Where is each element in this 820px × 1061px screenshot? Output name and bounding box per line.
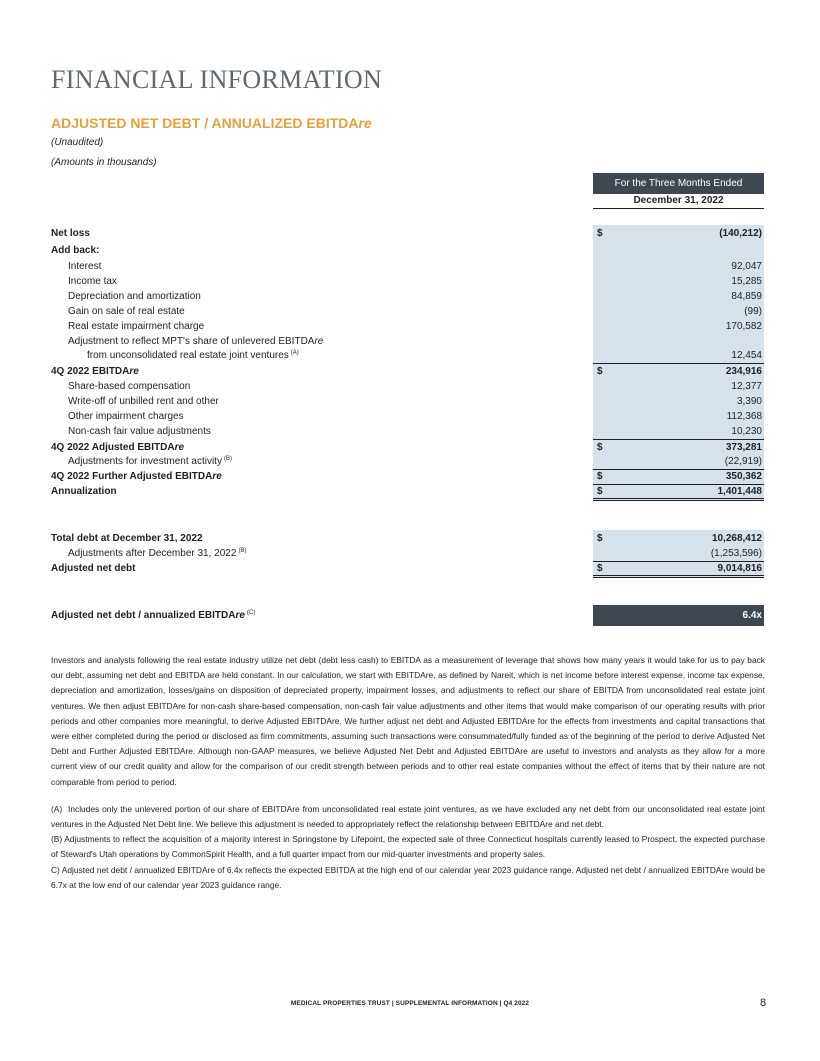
ebitda-table — [51, 225, 765, 501]
currency-symbol: $ — [597, 228, 603, 239]
row-label: Total debt at December 31, 2022 — [51, 533, 203, 544]
value-cell — [593, 225, 764, 242]
table-row — [51, 424, 765, 440]
value-cell — [593, 274, 764, 289]
footnote-a: (A) Includes only the unlevered portion of our share of EBITDAre from unconsolidated real estate joint ventures, as we have excluded any net debt from our unconsolidated real estate joint ventures in the Adjusted Net Debt line. We believe this adjustment is needed to appropriately reflect the relationship between EBITDAre and net debt. — [51, 803, 768, 830]
table-row-total — [51, 485, 765, 501]
currency-symbol: $ — [597, 471, 603, 482]
row-value: 112,368 — [726, 411, 762, 422]
value-cell — [593, 259, 764, 274]
ratio-label-text: Adjusted net debt / annualized EBITDA — [51, 610, 236, 621]
debt-table — [51, 530, 765, 578]
row-label: Real estate impairment charge — [68, 321, 205, 332]
value-cell — [593, 289, 764, 304]
footnotes — [51, 802, 768, 893]
row-label: Income tax — [68, 276, 117, 287]
table-row-subtotal — [51, 470, 765, 485]
value-cell — [593, 334, 764, 349]
row-value: 15,285 — [731, 276, 762, 287]
footnote-marker: (B) — [223, 455, 232, 462]
table-row — [51, 259, 765, 274]
row-label-text: 4Q 2022 Further Adjusted EBITDA — [51, 471, 213, 482]
row-label: Other impairment charges — [68, 411, 184, 422]
row-label — [68, 547, 246, 561]
currency-symbol: $ — [597, 442, 603, 453]
footnote-marker: (A) — [290, 349, 299, 356]
table-row — [51, 334, 765, 349]
row-label: Gain on sale of real estate — [68, 306, 185, 317]
footnote-c: C) Adjusted net debt / annualized EBITDAre of 6.4x reflects the expected EBITDA at the high end of our calendar year 2023 guidance range. Adjusted net debt / annualized EBITDAre would be 6.7x at the low end of our calendar year 2023 guidance range. — [51, 864, 768, 890]
row-label: Adjusted net debt — [51, 563, 136, 574]
row-label-text: Adjustment to reflect MPT's share of unlevered EBITDA — [68, 336, 315, 347]
row-label: Non-cash fair value adjustments — [68, 426, 211, 437]
report-title-suffix: re — [358, 115, 372, 131]
row-value: 10,268,412 — [711, 533, 762, 544]
row-label — [51, 470, 222, 484]
table-row — [51, 319, 765, 334]
row-value: 3,390 — [736, 396, 762, 407]
ratio-label — [51, 605, 255, 626]
value-cell — [593, 485, 764, 501]
table-row-total — [51, 562, 765, 578]
row-value: 350,362 — [725, 471, 762, 482]
row-label — [87, 349, 299, 363]
currency-symbol: $ — [597, 486, 603, 497]
unaudited-note: (Unaudited) — [51, 137, 104, 148]
value-cell — [593, 547, 764, 562]
row-value: (99) — [744, 306, 762, 317]
row-label-suffix: re — [174, 442, 185, 453]
table-row — [51, 455, 765, 470]
row-value: (140,212) — [719, 228, 762, 239]
table-row — [51, 379, 765, 394]
table-row — [51, 530, 765, 547]
row-label — [51, 364, 139, 379]
value-cell — [593, 304, 764, 319]
row-value: 9,014,816 — [717, 563, 762, 574]
row-label-text: 4Q 2022 Adjusted EBITDA — [51, 442, 175, 453]
ratio-value: 6.4x — [742, 610, 762, 621]
row-label: Annualization — [51, 486, 117, 497]
column-period-header: For the Three Months Ended — [593, 173, 764, 194]
table-row — [51, 274, 765, 289]
table-row — [51, 289, 765, 304]
row-value: 234,916 — [725, 366, 762, 377]
row-label-text: from unconsolidated real estate joint ventures — [87, 350, 289, 361]
row-label: Interest — [68, 261, 102, 272]
row-label: Share-based compensation — [68, 381, 191, 392]
table-row — [51, 547, 765, 562]
value-cell — [593, 409, 764, 424]
row-value: 92,047 — [731, 261, 762, 272]
column-date-header: December 31, 2022 — [593, 194, 764, 209]
row-value: (22,919) — [724, 456, 762, 467]
value-cell — [593, 530, 764, 547]
value-cell — [593, 364, 764, 379]
row-value: 170,582 — [725, 321, 762, 332]
row-label: Write-off of unbilled rent and other — [68, 396, 219, 407]
row-label: Add back: — [51, 245, 100, 256]
page-title: FINANCIAL INFORMATION — [51, 65, 383, 94]
table-row — [51, 304, 765, 319]
row-label-text: 4Q 2022 EBITDA — [51, 366, 130, 377]
table-row — [51, 225, 765, 242]
units-note: (Amounts in thousands) — [51, 157, 157, 168]
footnote-b: (B) Adjustments to reflect the acquisition of a majority interest in Springstone by Lifepoint, the expected sale of three Connecticut hospitals currently leased to Prospect, the expected purchase of Steward's Utah operations by CommonSpirit Health, and a full quarter impact from our mid-quarter investments and property sales. — [51, 834, 768, 860]
report-title-text: ADJUSTED NET DEBT / ANNUALIZED EBITDA — [51, 115, 359, 131]
table-row — [51, 349, 765, 364]
currency-symbol: $ — [597, 533, 603, 544]
value-cell — [593, 349, 764, 364]
row-value: (1,253,596) — [710, 548, 762, 559]
value-cell — [593, 394, 764, 409]
row-value: 12,454 — [731, 350, 762, 361]
footnote-marker: (B) — [238, 547, 247, 554]
table-row-subtotal — [51, 364, 765, 379]
row-value: 373,281 — [725, 442, 762, 453]
table-row — [51, 409, 765, 424]
row-value: 84,859 — [731, 291, 762, 302]
row-label-suffix: re — [129, 366, 139, 377]
methodology-paragraph: Investors and analysts following the real estate industry utilize net debt (debt less cash) to EBITDA as a measurement of leverage that shows how many years it would take for us to pay back our debt, assuming net debt and EBITDA are held constant. In our calculation, we start with EBITDAre, as defined by Nareit, which is net income before interest expense, income tax expense, depreciation and amortization, losses/gains on disposition of depreciated property, impairment losses, and adjustments to reflect our share of EBITDA from unconsolidated real estate joint ventures. We then adjust EBITDAre for non-cash share-based compensation, non-cash fair value adjustments and other items that would make comparison of our operating results with prior periods and other companies more meaningful, to derive Adjusted EBITDAre. We further adjust net debt and Adjusted EBITDAre for the effects from investments and capital transactions that were either completed during the period or disclosed as firm commitments, assuming such transactions were consummated/fully funded as of the beginning of the period to derive Adjusted Net Debt and Further Adjusted EBITDAre. Although non-GAAP measures, we believe Adjusted Net Debt and Adjusted EBITDAre are useful to investors and analysts as they allow for a more current view of our credit quality and allow for the comparison of our credit strength between periods and to other real estate companies without the effect of items that by their nature are not comparable from period to period. — [51, 655, 765, 787]
report-title — [51, 114, 372, 132]
table-row — [51, 394, 765, 409]
ratio-value-cell — [593, 605, 764, 626]
value-cell — [593, 319, 764, 334]
value-cell — [593, 562, 764, 578]
page-footer: MEDICAL PROPERTIES TRUST | SUPPLEMENTAL INFORMATION | Q4 2022 — [290, 1000, 530, 1007]
row-value: 10,230 — [731, 426, 762, 437]
row-label — [68, 455, 232, 469]
value-cell — [593, 470, 764, 485]
value-cell — [593, 424, 764, 440]
row-label: Net loss — [51, 228, 90, 239]
row-label-text: Adjustments after December 31, 2022 — [68, 548, 237, 559]
ratio-label-suffix: re — [235, 610, 245, 621]
value-cell — [593, 455, 764, 470]
row-label-text: Adjustments for investment activity — [68, 456, 222, 467]
row-label — [68, 334, 323, 349]
table-row — [51, 242, 765, 259]
value-cell — [593, 379, 764, 394]
footnote-marker: (C) — [246, 609, 256, 616]
row-label-suffix: re — [314, 336, 324, 347]
row-label-suffix: re — [212, 471, 222, 482]
table-row-subtotal — [51, 440, 765, 455]
value-cell — [593, 242, 764, 259]
row-value: 12,377 — [731, 381, 762, 392]
row-label — [51, 440, 184, 455]
row-value: 1,401,448 — [717, 486, 762, 497]
text-block — [51, 653, 768, 893]
page-number: 8 — [760, 997, 767, 1009]
currency-symbol: $ — [597, 563, 603, 574]
value-cell — [593, 440, 764, 455]
currency-symbol: $ — [597, 366, 603, 377]
row-label: Depreciation and amortization — [68, 291, 201, 302]
leverage-ratio-row — [51, 605, 765, 626]
